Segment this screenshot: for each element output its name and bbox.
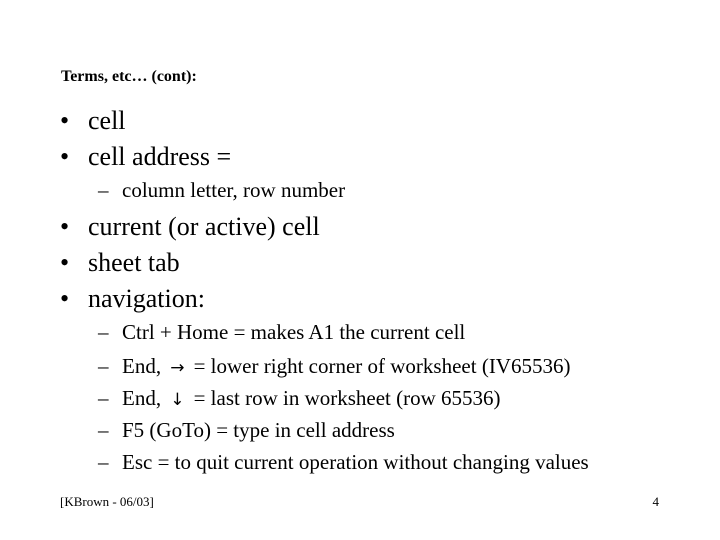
bullet-text: cell address =: [88, 142, 232, 171]
bullet-marker: •: [60, 106, 70, 135]
bullet-text: cell: [88, 106, 126, 135]
arrow-down-icon: ↓: [170, 390, 185, 410]
sub-item-column-row: [98, 180, 345, 201]
footer-author: [KBrown - 06/03]: [60, 494, 154, 509]
nav-item-end-down: [98, 388, 501, 409]
bullet-item-sheet-tab: [60, 250, 180, 276]
nav-item-prefix: End,: [122, 354, 162, 378]
bullet-marker: •: [60, 248, 70, 277]
nav-item-text: Esc = to quit current operation without changing values: [122, 450, 589, 474]
sub-marker: –: [98, 450, 109, 474]
sub-text: column letter, row number: [122, 178, 346, 202]
bullet-marker: •: [60, 212, 70, 241]
sub-marker: –: [98, 386, 109, 410]
bullet-item-current-cell: [60, 214, 320, 240]
nav-item-text: F5 (GoTo) = type in cell address: [122, 418, 395, 442]
nav-item-esc: [98, 452, 589, 473]
sub-marker: –: [98, 178, 109, 202]
sub-marker: –: [98, 320, 109, 344]
nav-item-suffix: = last row in worksheet (row 65536): [193, 386, 501, 410]
bullet-item-navigation: [60, 286, 205, 312]
arrow-right-icon: →: [170, 358, 185, 378]
bullet-text: navigation:: [88, 284, 205, 313]
sub-marker: –: [98, 354, 109, 378]
nav-item-ctrl-home: [98, 322, 465, 343]
nav-item-text: Ctrl + Home = makes A1 the current cell: [122, 320, 466, 344]
nav-item-f5-goto: [98, 420, 395, 441]
sub-marker: –: [98, 418, 109, 442]
nav-item-prefix: End,: [122, 386, 162, 410]
bullet-marker: •: [60, 284, 70, 313]
slide-title: Terms, etc… (cont):: [61, 68, 197, 85]
nav-item-end-right: [98, 356, 570, 377]
bullet-text: current (or active) cell: [88, 212, 320, 241]
bullet-item-cell-address: [60, 144, 231, 170]
nav-item-suffix: = lower right corner of worksheet (IV65536): [193, 354, 571, 378]
page-number: 4: [652, 494, 659, 509]
bullet-text: sheet tab: [88, 248, 180, 277]
bullet-marker: •: [60, 142, 70, 171]
bullet-item-cell: [60, 108, 126, 134]
